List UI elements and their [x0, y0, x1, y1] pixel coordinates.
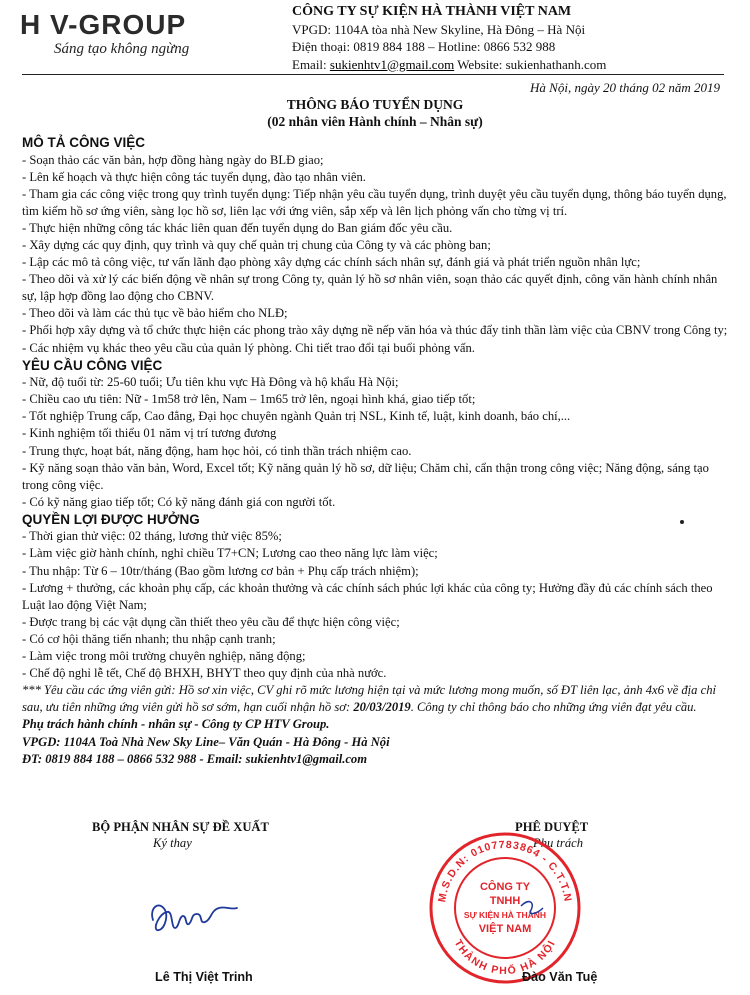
list-item: - Thực hiện những công tác khác liên quan đến tuyển dụng do Ban giám đốc yêu cầu.	[22, 220, 453, 235]
note-text: *** Yêu cầu các ứng viên gửi: Hồ sơ xin việc, CV ghi rõ mức lương hiện tại và mức lương mong muốn, số ĐT liên lạc, ảnh 4x6 về địa chỉ sau, ưu tiên những ứng viên gửi hồ sơ sớm, hạn cuối nhận hồ sơ:	[22, 683, 716, 715]
list-item: - Theo dõi và xử lý các biến động về nhân sự trong Công ty, quản lý hồ sơ nhân viên, soạn thảo các quyết định, công văn hành chính nhân sự, lập hợp đồng lao động cho CBNV.	[22, 272, 718, 304]
requirements-list	[22, 374, 728, 511]
hr-contact-line: ĐT: 0819 884 188 – 0866 532 988 - Email: sukienhtv1@gmail.com	[22, 751, 368, 766]
list-item: - Có cơ hội thăng tiến nhanh; thu nhập cạnh tranh;	[22, 631, 276, 646]
list-item: - Thu nhập: Từ 6 – 10tr/tháng (Bao gồm lương cơ bản + Phụ cấp trách nhiệm);	[22, 563, 419, 578]
svg-text:CÔNG TY: CÔNG TY	[479, 881, 531, 893]
list-item: - Trung thực, hoạt bát, năng động, ham học hỏi, có tinh thần trách nhiệm cao.	[22, 443, 412, 458]
list-item: - Nữ, độ tuổi từ: 25-60 tuổi; Ưu tiên khu vực Hà Đông và hộ khẩu Hà Nội;	[22, 375, 399, 390]
application-note	[22, 682, 728, 716]
logo-name: H V-GROUP	[20, 9, 187, 40]
email-label: Email:	[292, 56, 330, 72]
company-email-link[interactable]: sukienhtv1@gmail.com	[329, 56, 455, 72]
note-deadline: 20/03/2019	[353, 700, 411, 715]
left-signatory-subtitle: Ký thay	[153, 836, 192, 850]
section-heading-description: MÔ TẢ CÔNG VIỆC	[22, 135, 146, 150]
company-website: Website: sukienhathanh.com	[454, 56, 607, 72]
list-item: - Các nhiệm vụ khác theo yêu cầu của quản lý phòng. Chi tiết trao đổi tại buổi phỏng vấn.	[22, 340, 475, 355]
list-item: - Kỹ năng soạn thảo văn bản, Word, Excel tốt; Kỹ năng quản lý hồ sơ, dữ liệu; Chăm chỉ, cẩn thận trong công việc; Năng động, sáng tạo trong công việc.	[22, 460, 709, 492]
list-item: - Lương + thưởng, các khoản phụ cấp, các khoản thưởng và các chính sách phúc lợi khác của công ty; Hưởng đầy đủ các chính sách theo Luật lao động Việt Nam;	[22, 580, 713, 612]
handwritten-signature-left	[145, 888, 245, 938]
list-item: - Chế độ nghỉ lễ tết, Chế độ BHXH, BHYT theo quy định của nhà nước.	[22, 666, 387, 681]
description-list	[22, 152, 728, 357]
list-item: - Theo dõi và làm các thủ tục về bảo hiểm cho NLĐ;	[22, 306, 288, 321]
list-item: - Xây dựng các quy định, quy trình và quy chế quản trị chung của Công ty và các phòng ban;	[22, 237, 491, 252]
company-seal-stamp	[425, 828, 585, 988]
notice-title: THÔNG BÁO TUYỂN DỤNG	[286, 97, 464, 112]
left-signatory-name: Lê Thị Việt Trinh	[155, 970, 253, 984]
list-item: - Tốt nghiệp Trung cấp, Cao đẳng, Đại học chuyên ngành Quản trị NSL, Kinh tế, luật, kinh doanh, báo chí,...	[22, 409, 571, 424]
list-item: - Được trang bị các vật dụng cần thiết theo yêu cầu để thực hiện công việc;	[22, 614, 400, 629]
right-signatory-subtitle: Phụ trách	[533, 836, 584, 850]
list-item: - Làm việc giờ hành chính, nghỉ chiều T7+CN; Lương cao theo năng lực làm việc;	[22, 546, 438, 561]
svg-text:THÀNH PHỐ HÀ NỘI: THÀNH PHỐ HÀ NỘI	[451, 937, 559, 978]
list-item: - Lập các mô tả công việc, tư vấn lãnh đạo phòng xây dựng các chính sách nhân sự, đánh giá và phát triển nguồn nhân lực;	[22, 255, 641, 270]
notice-body	[22, 134, 728, 768]
left-signatory-title: BỘ PHẬN NHÂN SỰ ĐỀ XUẤT	[92, 820, 269, 834]
hr-contact-line: Phụ trách hành chính - nhân sự - Công ty CP HTV Group.	[22, 717, 330, 732]
dateline: Hà Nội, ngày 20 tháng 02 năm 2019	[530, 80, 720, 95]
right-signatory-name: Đào Văn Tuệ	[522, 970, 598, 984]
logo-slogan: Sáng tạo không ngừng	[54, 41, 190, 57]
svg-text:SỰ KIỆN HÀ THÀNH: SỰ KIỆN HÀ THÀNH	[463, 910, 547, 920]
notice-subtitle: (02 nhân viên Hành chính – Nhân sự)	[267, 114, 483, 129]
list-item: - Có kỹ năng giao tiếp tốt; Có kỹ năng đánh giá con người tốt.	[22, 494, 336, 509]
header-divider	[22, 74, 724, 75]
company-logo	[20, 10, 255, 58]
list-item: - Chiều cao ưu tiên: Nữ - 1m58 trở lên, Nam – 1m65 trở lên, ngoại hình khá, giao tiếp tốt;	[22, 392, 476, 407]
company-name: CÔNG TY SỰ KIỆN HÀ THÀNH VIỆT NAM	[292, 4, 572, 19]
list-item: - Soạn thảo các văn bản, hợp đồng hàng ngày do BLĐ giao;	[22, 152, 324, 167]
hr-contact-line: VPGD: 1104A Toà Nhà New Sky Line– Văn Quán - Hà Đông - Hà Nội	[22, 734, 390, 749]
section-heading-benefits: QUYỀN LỢI ĐƯỢC HƯỞNG	[22, 511, 200, 527]
list-item: - Kinh nghiệm tối thiểu 01 năm vị trí tương đương	[22, 426, 277, 441]
company-contact	[292, 56, 742, 74]
company-phone: Điện thoại: 0819 884 188 – Hotline: 0866 532 988	[292, 39, 556, 54]
list-item: - Tham gia các công việc trong quy trình tuyển dụng: Tiếp nhận yêu cầu tuyển dụng, trình duyệt yêu cầu tuyển dụng, thông báo tuyển dụng, tìm kiếm hồ sơ ứng viên, sàng lọc hồ sơ, liên lạc với ứng viên, sắp xếp và lên lịch phỏng vấn cho từng vị trí.	[22, 186, 727, 218]
svg-text:M.S.D.N: 0107783864 - C.T.T.N: M.S.D.N: 0107783864 - C.T.T.N	[436, 838, 574, 904]
hr-contact	[22, 716, 728, 767]
right-signatory-title: PHÊ DUYỆT	[515, 820, 589, 834]
section-heading-requirements: YÊU CẦU CÔNG VIỆC	[22, 357, 163, 373]
list-item: - Thời gian thử việc: 02 tháng, lương thử việc 85%;	[22, 529, 282, 544]
note-tail: . Công ty chỉ thông báo cho những ứng viên đạt yêu cầu.	[410, 700, 697, 715]
list-item: - Lên kế hoạch và thực hiện công tác tuyển dụng, đào tạo nhân viên.	[22, 169, 366, 184]
company-info	[292, 3, 742, 73]
svg-text:VIỆT NAM: VIỆT NAM	[478, 923, 532, 935]
speck	[680, 520, 684, 524]
benefits-list	[22, 528, 728, 682]
svg-text:TNHH: TNHH	[489, 895, 521, 907]
list-item: - Phối hợp xây dựng và tổ chức thực hiện các phong trào xây dựng nề nếp văn hóa và thúc đẩy tinh thần làm việc của CBNV trong Công ty;	[22, 323, 728, 338]
list-item: - Làm việc trong môi trường chuyên nghiệp, năng động;	[22, 649, 306, 664]
company-office: VPGD: 1104A tòa nhà New Skyline, Hà Đông – Hà Nội	[292, 21, 586, 37]
